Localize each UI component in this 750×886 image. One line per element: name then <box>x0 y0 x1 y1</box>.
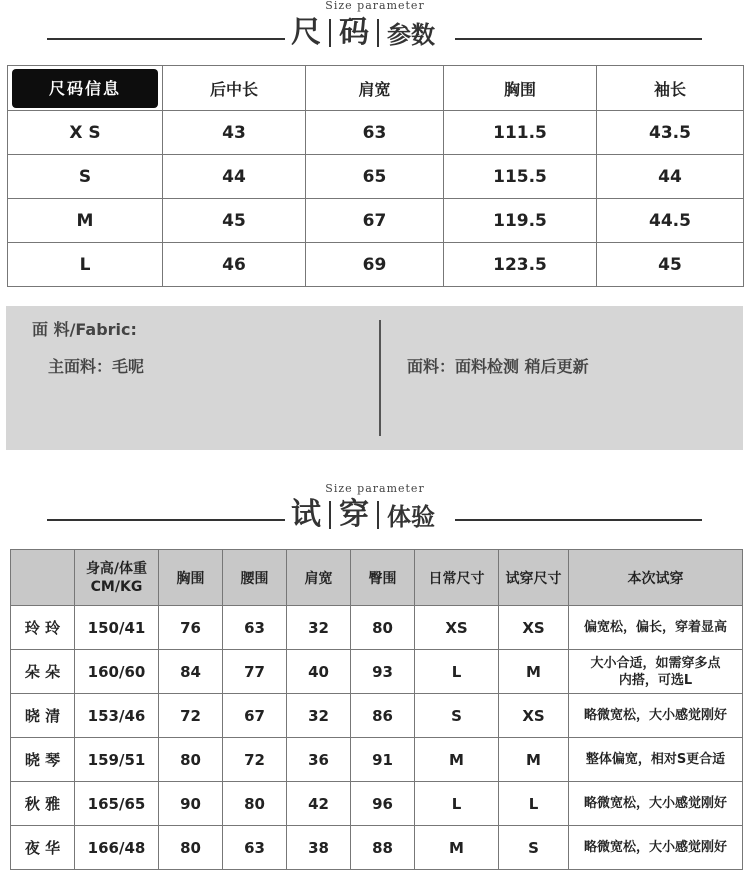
table-cell: M <box>499 650 569 694</box>
title-separator <box>329 19 331 47</box>
fit-experience-subtitle: Size parameter <box>325 482 425 495</box>
table-cell: 166/48 <box>75 826 159 870</box>
title-line-left <box>47 519 285 521</box>
fit-note: 略微宽松，大小感觉刚好 <box>569 826 743 870</box>
table-cell: 160/60 <box>75 650 159 694</box>
table-cell: 69 <box>306 243 444 287</box>
table-cell: 63 <box>223 606 287 650</box>
title-separator <box>329 501 331 529</box>
table-cell: 65 <box>306 155 444 199</box>
table-cell: 86 <box>351 694 415 738</box>
table-cell: L <box>415 650 499 694</box>
table-row <box>11 606 743 650</box>
table-cell: 84 <box>159 650 223 694</box>
table-cell: 165/65 <box>75 782 159 826</box>
table-cell: 119.5 <box>444 199 597 243</box>
table-cell: S <box>415 694 499 738</box>
title-char-1: 试 <box>291 497 321 532</box>
fit-note: 略微宽松，大小感觉刚好 <box>569 694 743 738</box>
column-header: 胸围 <box>159 550 223 606</box>
table-cell: 67 <box>223 694 287 738</box>
table-cell: 115.5 <box>444 155 597 199</box>
model-name: 朵 朵 <box>11 650 75 694</box>
column-header: 肩宽 <box>306 66 444 111</box>
model-name: 秋 雅 <box>11 782 75 826</box>
table-cell: XS <box>415 606 499 650</box>
table-cell: 63 <box>306 111 444 155</box>
table-row <box>11 738 743 782</box>
table-cell: 40 <box>287 650 351 694</box>
table-cell: 44 <box>163 155 306 199</box>
table-cell: L <box>499 782 569 826</box>
table-cell: 93 <box>351 650 415 694</box>
title-char-2: 码 <box>339 15 369 50</box>
table-cell: 88 <box>351 826 415 870</box>
table-cell: 45 <box>163 199 306 243</box>
fit-note: 大小合适，如需穿多点 内搭，可选L <box>569 650 743 694</box>
table-row <box>8 199 744 243</box>
table-cell: 63 <box>223 826 287 870</box>
size-parameter-subtitle: Size parameter <box>325 0 425 12</box>
title-small: 参数 <box>387 21 435 49</box>
size-label: S <box>8 155 163 199</box>
fit-experience-title <box>0 482 750 542</box>
title-char-2: 穿 <box>339 497 369 532</box>
table-cell: 76 <box>159 606 223 650</box>
size-info-badge: 尺码信息 <box>12 69 158 108</box>
table-cell: 32 <box>287 694 351 738</box>
fit-note: 整体偏宽，相对S更合适 <box>569 738 743 782</box>
model-name: 晓 琴 <box>11 738 75 782</box>
table-cell: 46 <box>163 243 306 287</box>
column-header: 胸围 <box>444 66 597 111</box>
table-cell: XS <box>499 606 569 650</box>
table-cell: 45 <box>597 243 744 287</box>
table-cell: 80 <box>159 826 223 870</box>
table-cell: 44.5 <box>597 199 744 243</box>
fabric-main-material: 主面料：毛呢 <box>48 357 145 376</box>
table-cell: 159/51 <box>75 738 159 782</box>
table-cell: M <box>415 738 499 782</box>
table-cell: 80 <box>351 606 415 650</box>
table-cell: 43 <box>163 111 306 155</box>
column-header: 肩宽 <box>287 550 351 606</box>
table-cell: M <box>415 826 499 870</box>
table-row <box>8 111 744 155</box>
title-char-1: 尺 <box>291 15 321 50</box>
size-label: L <box>8 243 163 287</box>
column-header: 腰围 <box>223 550 287 606</box>
table-cell: 153/46 <box>75 694 159 738</box>
size-parameter-title <box>0 0 750 60</box>
table-cell: 111.5 <box>444 111 597 155</box>
size-label: M <box>8 199 163 243</box>
table-row <box>11 650 743 694</box>
table-cell: 80 <box>159 738 223 782</box>
table-cell: 38 <box>287 826 351 870</box>
fit-note: 略微宽松，大小感觉刚好 <box>569 782 743 826</box>
table-cell: 80 <box>223 782 287 826</box>
table-cell: 42 <box>287 782 351 826</box>
table-cell: 43.5 <box>597 111 744 155</box>
title-line-right <box>455 38 702 40</box>
fit-table <box>10 549 743 870</box>
table-row <box>8 155 744 199</box>
table-cell: 72 <box>223 738 287 782</box>
table-cell: 77 <box>223 650 287 694</box>
table-cell: 36 <box>287 738 351 782</box>
table-cell: 32 <box>287 606 351 650</box>
table-cell: 67 <box>306 199 444 243</box>
column-header: 后中长 <box>163 66 306 111</box>
column-header: 本次试穿 <box>569 550 743 606</box>
table-cell: 150/41 <box>75 606 159 650</box>
title-small: 体验 <box>387 503 435 531</box>
fabric-divider <box>379 320 381 436</box>
table-cell: M <box>499 738 569 782</box>
table-row <box>11 782 743 826</box>
table-cell: 72 <box>159 694 223 738</box>
fabric-panel <box>6 306 743 450</box>
column-header: 试穿尺寸 <box>499 550 569 606</box>
table-cell: L <box>415 782 499 826</box>
title-separator <box>377 501 379 529</box>
size-table <box>7 65 744 287</box>
title-line-right <box>455 519 702 521</box>
model-name: 玲 玲 <box>11 606 75 650</box>
size-table-header <box>8 66 744 111</box>
table-cell: 90 <box>159 782 223 826</box>
table-cell: 96 <box>351 782 415 826</box>
table-row <box>11 694 743 738</box>
fabric-heading: 面 料/Fabric: <box>32 320 137 339</box>
size-label: X S <box>8 111 163 155</box>
model-name: 晓 清 <box>11 694 75 738</box>
table-row <box>11 826 743 870</box>
column-header: 袖长 <box>597 66 744 111</box>
column-header: 身高/体重 CM/KG <box>75 550 159 606</box>
column-header: 日常尺寸 <box>415 550 499 606</box>
table-cell: XS <box>499 694 569 738</box>
model-name: 夜 华 <box>11 826 75 870</box>
table-cell: 123.5 <box>444 243 597 287</box>
table-cell: S <box>499 826 569 870</box>
title-separator <box>377 19 379 47</box>
column-header: 臀围 <box>351 550 415 606</box>
table-cell: 44 <box>597 155 744 199</box>
table-row <box>8 243 744 287</box>
fit-note: 偏宽松，偏长，穿着显高 <box>569 606 743 650</box>
column-header <box>11 550 75 606</box>
fit-table-header <box>11 550 743 606</box>
table-cell: 91 <box>351 738 415 782</box>
fabric-surface-info: 面料：面料检测 稍后更新 <box>407 357 589 376</box>
title-line-left <box>47 38 285 40</box>
